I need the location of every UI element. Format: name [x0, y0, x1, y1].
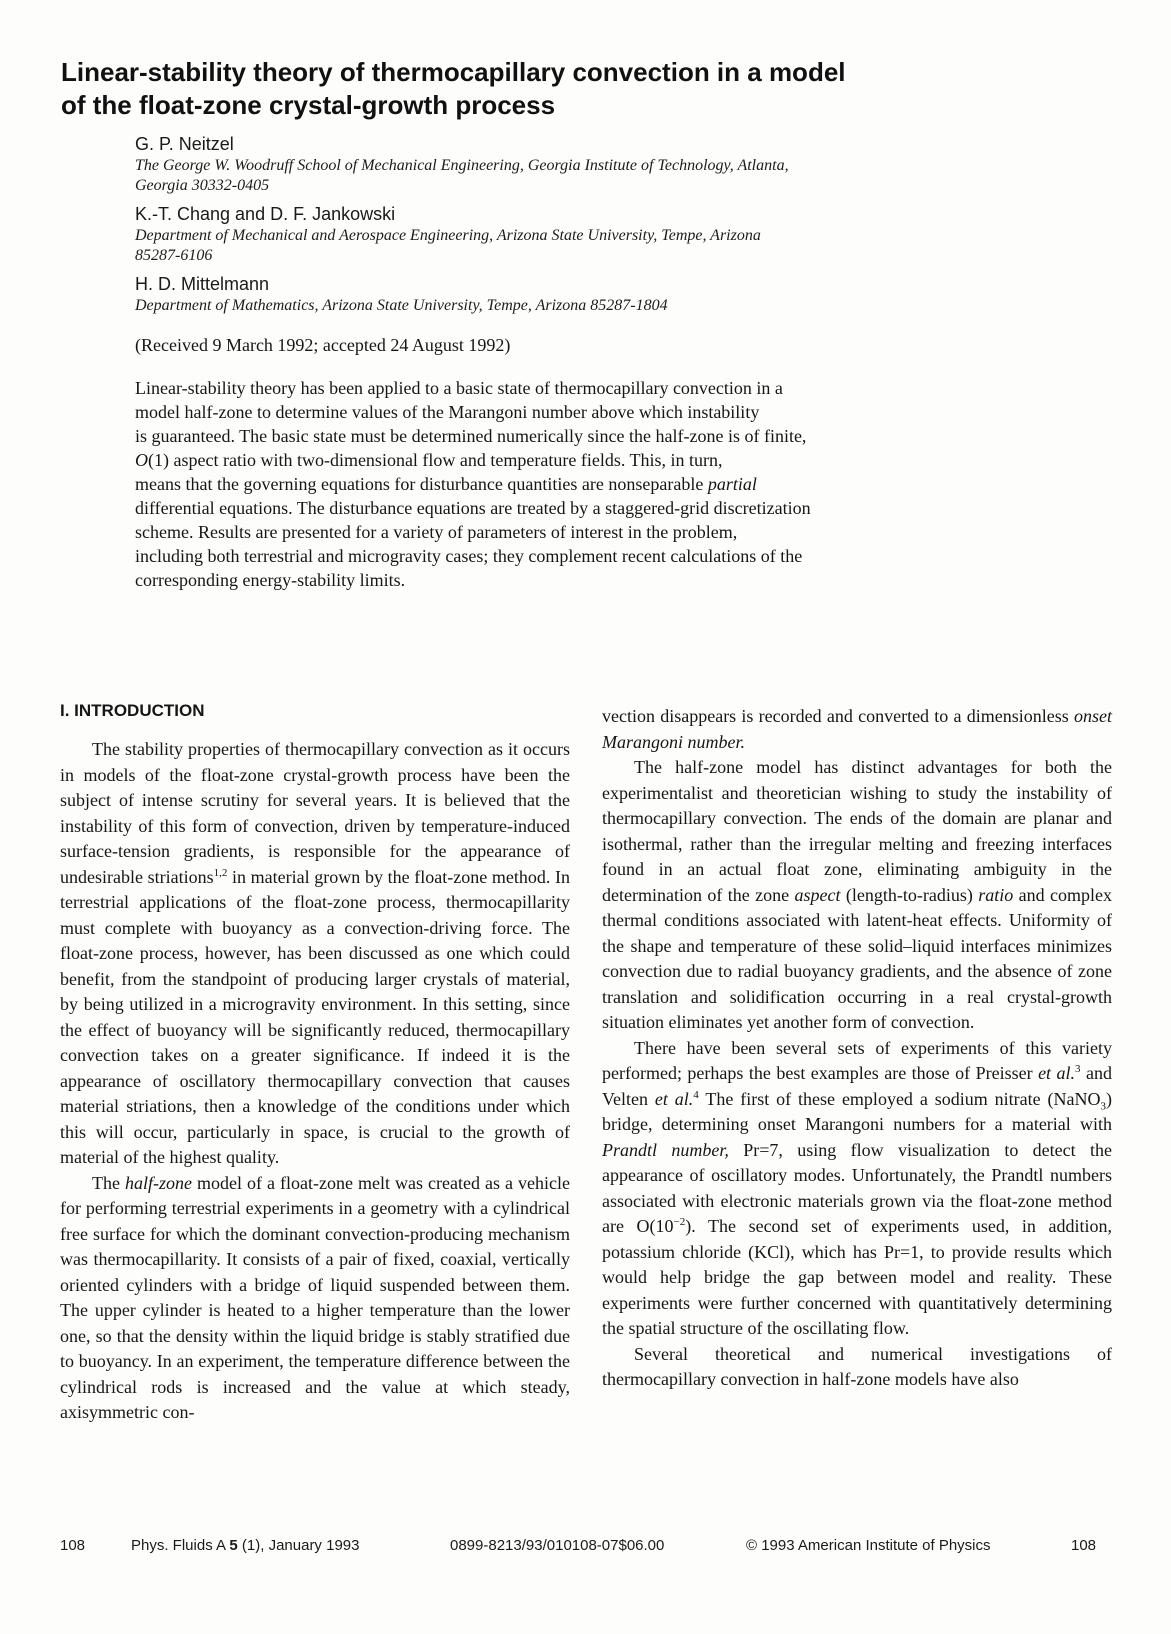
- title-line-2: of the float-zone crystal-growth process: [61, 90, 556, 120]
- author-name: H. D. Mittelmann: [135, 274, 270, 294]
- title-line-1: Linear-stability theory of thermocapillary convection in a model: [61, 57, 846, 87]
- paragraph: The half-zone model of a float-zone melt was created as a vehicle for performing terrestrial experiments in a geometry with a cylindrical free surface for which the dominant convection-producing mechanism was thermocapillarity. It consists of a pair of fixed, coaxial, vertically oriented cylinders with a bridge of liquid suspended between them. The upper cylinder is heated to a higher temperature than the lower one, so that the density within the liquid bridge is stably stratified due to buoyancy. In an experiment, the temperature difference between the cylindrical rods is increased and the value at which steady, axisymmetric con-: [60, 1172, 571, 1422]
- body-column-left: [60, 700, 570, 1426]
- journal-citation: Phys. Fluids A 5 (1), January 1993: [131, 1537, 360, 1554]
- paragraph: vection disappears is recorded and converted to a dimensionless onset Marangoni number.: [602, 706, 1112, 752]
- author-block: [135, 133, 1095, 196]
- author-name: K.-T. Chang and D. F. Jankowski: [135, 204, 396, 224]
- author-affiliation: The George W. Woodruff School of Mechanical Engineering, Georgia Institute of Technology, Atlanta, Georgia 30332-0405: [135, 157, 789, 194]
- paper-title: [61, 56, 1061, 122]
- paragraph: Several theoretical and numerical investigations of thermocapillary convection in half-zone models have also: [602, 1343, 1112, 1389]
- received-dates: (Received 9 March 1992; accepted 24 August 1992): [135, 335, 511, 355]
- paragraph: The stability properties of thermocapillary convection as it occurs in models of the float-zone crystal-growth process have been the subject of intense scrutiny for several years. It is believed that the instability of this form of convection, driven by temperature-induced surface-tension gradients, is responsible for the appearance of undesirable striations$^{1,2}$ in material grown by the float-zone method. In terrestrial applications of the float-zone process, thermocapillarity must complete with buoyancy as a convection-driving force. The float-zone process, however, has been discussed as one which could benefit, from the standpoint of producing larger crystals of material, by being utilized in a microgravity environment. In this setting, since the effect of buoyancy will be significantly reduced, thermocapillary convection takes on a greater significance. If indeed it is the appearance of oscillatory thermocapillary convection that causes material striations, then a knowledge of the conditions under which this will occur, particularly in space, is crucial to the growth of material of the highest quality.: [60, 739, 570, 1167]
- page-footer: [0, 1537, 1171, 1561]
- paragraph: The half-zone model has distinct advantages for both the experimentalist and theoretician wishing to study the instability of thermocapillary convection. The ends of the domain are planar and isothermal, rather than the irregular melting and freezing interfaces found in an actual float zone, eliminating ambiguity in the determination of the zone aspect (length-to-radius) ratio and complex thermal conditions associated with latent-heat effects. Uniformity of the shape and temperature of these solid–liquid interfaces minimizes convection due to radial buoyancy gradients, and the absence of zone translation and solidification occurring in a real crystal-growth situation eliminates yet another form of convection.: [602, 757, 1112, 1032]
- author-block: [135, 273, 1095, 316]
- copyright: © 1993 American Institute of Physics: [746, 1537, 991, 1554]
- abstract: Linear-stability theory has been applied to a basic state of thermocapillary convection in a model half-zone to determine values of the Marangoni number above which instability is guaranteed. The basic state must be determined numerically since the half-zone is of finite, O(1) aspect ratio with two-dimensional flow and temperature fields. This, in turn, means that the governing equations for disturbance quantities are nonseparable partial differential equations. The disturbance equations are treated by a staggered-grid discretization scheme. Results are presented for a variety of parameters of interest in the problem, including both terrestrial and microgravity cases; they complement recent calculations of the corresponding energy-stability limits.: [135, 378, 811, 590]
- article-code: 0899-8213/93/010108-07$06.00: [450, 1537, 665, 1554]
- section-heading: I. INTRODUCTION: [60, 701, 205, 720]
- page-number-right: 108: [1071, 1537, 1097, 1554]
- author-list: [135, 133, 1095, 323]
- author-affiliation: Department of Mechanical and Aerospace Engineering, Arizona State University, Tempe, Arizona 85287-6106: [135, 227, 761, 264]
- author-name: G. P. Neitzel: [135, 134, 234, 154]
- author-block: [135, 203, 1095, 266]
- body-column-right: [602, 704, 1112, 1393]
- author-affiliation: Department of Mathematics, Arizona State University, Tempe, Arizona 85287-1804: [135, 297, 668, 314]
- paragraph: There have been several sets of experiments of this variety performed; perhaps the best examples are those of Preisser et al.$^3$ and Velten et al.$^4$ The first of these employed a sodium nitrate (NaNO$_3$) bridge, determining onset Marangoni numbers for a material with Prandtl number, Pr=7, using flow visualization to detect the appearance of oscillatory modes. Unfortunately, the Prandtl numbers associated with electronic materials grown via the float-zone method are $O(10^{-2})$. The second set of experiments used, in addition, potassium chloride (KCl), which has Pr=1, to provide results which would help bridge the gap between model and reality. These experiments were further concerned with quantitatively determining the spatial structure of the oscillating flow.: [602, 1037, 1112, 1338]
- page-number-left: 108: [60, 1537, 86, 1554]
